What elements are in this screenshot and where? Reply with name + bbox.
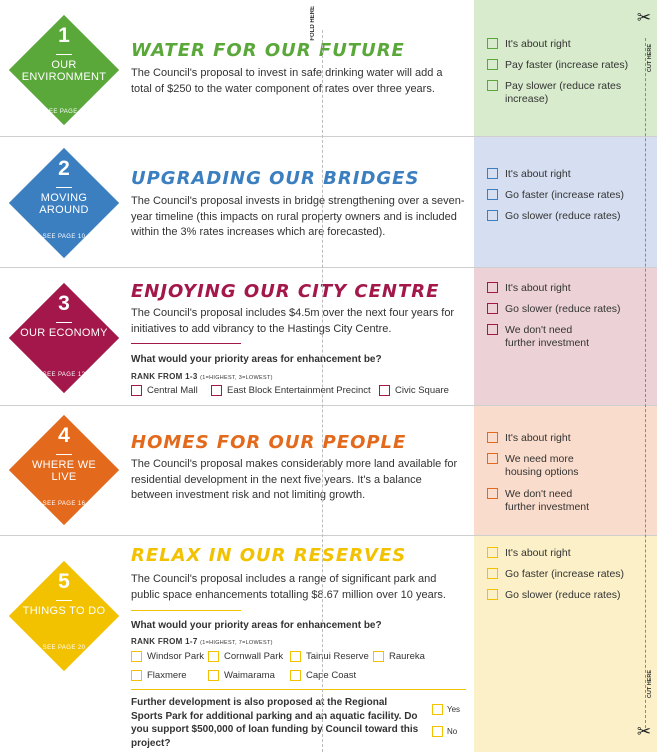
section-category: WHERE WE LIVE bbox=[31, 459, 97, 483]
rank-item-cape-coast[interactable]: Cape Coast bbox=[290, 670, 356, 681]
section-number: 5 bbox=[58, 570, 70, 593]
cut-here-label: CUT HERE bbox=[647, 44, 653, 73]
section-number: 1 bbox=[58, 24, 70, 47]
section-category: THINGS TO DO bbox=[22, 605, 106, 617]
rank-box[interactable] bbox=[211, 385, 222, 396]
section-homes bbox=[0, 406, 657, 536]
section-bridges bbox=[0, 137, 657, 268]
option-about-right[interactable]: It's about right bbox=[487, 432, 652, 445]
yes-checkbox[interactable] bbox=[432, 704, 443, 715]
checkbox[interactable] bbox=[487, 59, 498, 70]
no-checkbox[interactable] bbox=[432, 726, 443, 737]
divider bbox=[131, 610, 241, 611]
option-go-slower[interactable]: Go slower (reduce rates) bbox=[487, 589, 652, 602]
divider bbox=[131, 689, 466, 690]
checkbox[interactable] bbox=[487, 189, 498, 200]
option-go-slower[interactable]: Go slower (reduce rates) bbox=[487, 210, 652, 223]
rank-instruction: RANK FROM 1-7 (1=HIGHEST, 7=LOWEST) bbox=[131, 637, 273, 646]
checkbox[interactable] bbox=[487, 568, 498, 579]
section-water bbox=[0, 0, 657, 137]
checkbox[interactable] bbox=[487, 453, 498, 464]
cut-here-label-bottom: CUT HERE bbox=[647, 670, 653, 699]
option-about-right[interactable]: It's about right bbox=[487, 547, 652, 560]
option-go-faster[interactable]: Go faster (increase rates) bbox=[487, 568, 652, 581]
option-no-investment[interactable]: We don't need further investment bbox=[487, 488, 597, 514]
section-number: 3 bbox=[58, 292, 70, 315]
sports-no[interactable]: No bbox=[432, 726, 457, 737]
checkbox[interactable] bbox=[487, 168, 498, 179]
see-page-link[interactable]: SEE PAGE 20 bbox=[42, 645, 86, 651]
section-title: WATER FOR OUR FUTURE bbox=[131, 40, 405, 61]
rank-box[interactable] bbox=[290, 651, 301, 662]
fold-line bbox=[322, 30, 323, 752]
checkbox[interactable] bbox=[487, 282, 498, 293]
rank-item-raureka[interactable]: Raureka bbox=[373, 651, 425, 662]
rank-item-cornwall-park[interactable]: Cornwall Park bbox=[208, 651, 283, 662]
checkbox[interactable] bbox=[487, 38, 498, 49]
sports-yes[interactable]: Yes bbox=[432, 704, 460, 715]
rank-item-central-mall[interactable]: Central Mall bbox=[131, 385, 198, 396]
section-body: The Council's proposal invests in bridge strengthening over a seven-year timeline (this impacts on rural property owners and is included within the 3% rates increases which are forecasted). bbox=[131, 195, 465, 238]
rank-box[interactable] bbox=[379, 385, 390, 396]
section-title: ENJOYING OUR CITY CENTRE bbox=[131, 281, 440, 302]
option-go-faster[interactable]: Go faster (increase rates) bbox=[487, 189, 652, 202]
option-about-right[interactable]: It's about right bbox=[487, 38, 652, 51]
rank-item-east-block[interactable]: East Block Entertainment Precinct bbox=[211, 385, 371, 396]
section-badge bbox=[8, 414, 120, 526]
response-panel bbox=[474, 137, 657, 267]
see-page-link[interactable]: SEE PAGE 6 bbox=[44, 109, 84, 115]
section-category: OUR ENVIRONMENT bbox=[21, 59, 107, 83]
priority-question: What would your priority areas for enhancement be? bbox=[131, 354, 382, 365]
section-body: The Council's proposal includes a range of significant park and public space enhancements totalling $8.67 million over 10 years. bbox=[131, 573, 446, 601]
rank-box[interactable] bbox=[131, 651, 142, 662]
checkbox[interactable] bbox=[487, 547, 498, 558]
section-title: RELAX IN OUR RESERVES bbox=[131, 545, 407, 566]
section-badge bbox=[8, 560, 120, 672]
cut-line bbox=[645, 38, 646, 728]
scissors-icon: ✂ bbox=[636, 8, 652, 27]
section-city-centre bbox=[0, 268, 657, 406]
option-pay-faster[interactable]: Pay faster (increase rates) bbox=[487, 59, 652, 72]
checkbox[interactable] bbox=[487, 303, 498, 314]
rank-box[interactable] bbox=[208, 670, 219, 681]
section-badge bbox=[8, 147, 120, 259]
rank-instruction: RANK FROM 1-3 (1=HIGHEST, 3=LOWEST) bbox=[131, 372, 273, 381]
section-title: UPGRADING OUR BRIDGES bbox=[131, 168, 420, 189]
divider bbox=[131, 343, 241, 344]
option-no-investment[interactable]: We don't need further investment bbox=[487, 324, 597, 350]
checkbox[interactable] bbox=[487, 210, 498, 221]
see-page-link[interactable]: SEE PAGE 10 bbox=[42, 234, 86, 240]
checkbox[interactable] bbox=[487, 488, 498, 499]
section-reserves bbox=[0, 536, 657, 752]
section-number: 2 bbox=[58, 157, 70, 180]
option-about-right[interactable]: It's about right bbox=[487, 282, 652, 295]
rank-box[interactable] bbox=[131, 385, 142, 396]
see-page-link[interactable]: SEE PAGE 12 bbox=[42, 372, 86, 378]
section-body: The Council's proposal includes $4.5m over the next four years for initiatives to add vibrancy to the Hastings City Centre. bbox=[131, 307, 455, 335]
section-category: OUR ECONOMY bbox=[20, 327, 108, 339]
section-body: The Council's proposal to invest in safe drinking water will add a total of $250 to the water component of rates over three years. bbox=[131, 67, 443, 95]
checkbox[interactable] bbox=[487, 432, 498, 443]
priority-question: What would your priority areas for enhancement be? bbox=[131, 620, 382, 631]
section-badge bbox=[8, 282, 120, 394]
option-pay-slower[interactable]: Pay slower (reduce rates increase) bbox=[487, 80, 627, 106]
rank-item-waimarama[interactable]: Waimarama bbox=[208, 670, 275, 681]
checkbox[interactable] bbox=[487, 324, 498, 335]
rank-item-windsor-park[interactable]: Windsor Park bbox=[131, 651, 204, 662]
sports-park-question: Further development is also proposed at the Regional Sports Park for additional parking and an aquatic facility. Do you support $500,000 of loan funding by Council toward this project? bbox=[131, 697, 419, 749]
section-body: The Council's proposal makes considerably more land available for residential development in the next five years. It's a balance between investment risk and not limiting growth. bbox=[131, 458, 458, 501]
rank-item-flaxmere[interactable]: Flaxmere bbox=[131, 670, 187, 681]
rank-item-civic-square[interactable]: Civic Square bbox=[379, 385, 449, 396]
fold-here-label: FOLD HERE bbox=[310, 6, 316, 41]
rank-box[interactable] bbox=[373, 651, 384, 662]
option-go-slower[interactable]: Go slower (reduce rates) bbox=[487, 303, 652, 316]
see-page-link[interactable]: SEE PAGE 16 bbox=[42, 501, 86, 507]
rank-box[interactable] bbox=[208, 651, 219, 662]
checkbox[interactable] bbox=[487, 80, 498, 91]
section-title: HOMES FOR OUR PEOPLE bbox=[131, 432, 407, 453]
checkbox[interactable] bbox=[487, 589, 498, 600]
rank-item-tainui-reserve[interactable]: Tainui Reserve bbox=[290, 651, 369, 662]
rank-box[interactable] bbox=[131, 670, 142, 681]
option-about-right[interactable]: It's about right bbox=[487, 168, 652, 181]
section-number: 4 bbox=[58, 424, 70, 447]
option-more-housing[interactable]: We need more housing options bbox=[487, 453, 587, 479]
rank-box[interactable] bbox=[290, 670, 301, 681]
section-category: MOVING AROUND bbox=[39, 192, 89, 216]
section-badge bbox=[8, 14, 120, 126]
scissors-icon: ✂ bbox=[636, 722, 652, 741]
